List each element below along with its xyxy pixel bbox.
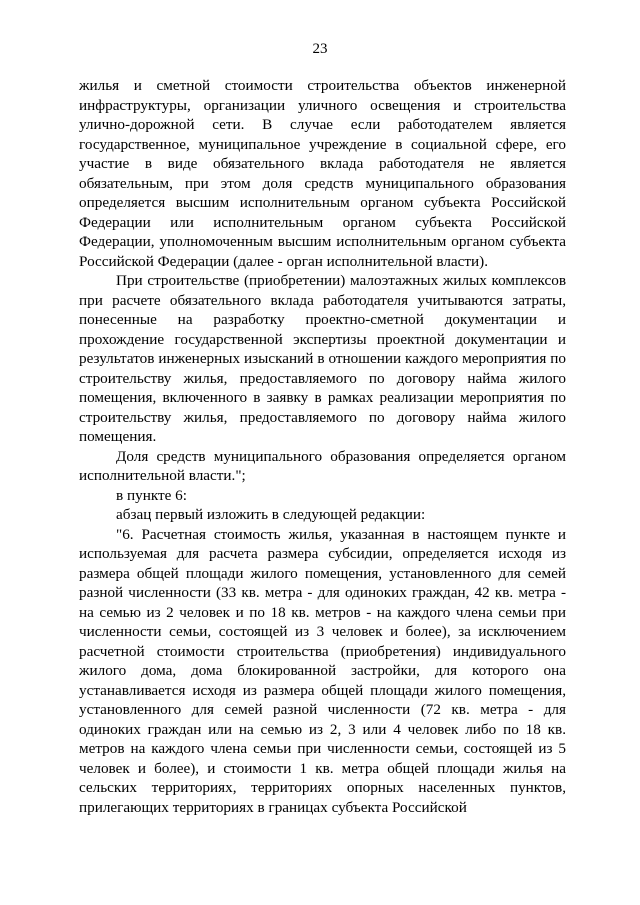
page-number: 23 bbox=[312, 41, 328, 57]
document-body bbox=[79, 76, 566, 817]
paragraph-low-rise-complexes: При строительстве (приобретении) малоэтажных жилых комплексов при расчете обязательного вклада работодателя учитываются затраты, понесенные на разработку проектно-сметной документации и прохождение государственной экспертизы проектной документации и результатов инженерных изысканий в отношении каждого мероприятия по строительству жилья, предоставляемого по договору найма жилого помещения, включенного в заявку в рамках реализации мероприятия по строительству жилья, предоставляемого по договору найма жилого помещения. bbox=[79, 272, 566, 445]
paragraph-continuation: жилья и сметной стоимости строительства объектов инженерной инфраструктуры, организации уличного освещения и строительства улично-дорожной сети. В случае если работодателем является государственное, муниципальное учреждение в социальной сфере, его участие в виде обязательного вклада работодателя не является обязательным, при этом доля средств муниципального образования определяется высшим исполнительным органом субъекта Российской Федерации или исполнительным органом субъекта Российской Федерации, уполномоченным высшим исполнительным органом субъекта Российской Федерации (далее - орган исполнительной власти). bbox=[79, 77, 566, 270]
paragraph-point-6-text: "6. Расчетная стоимость жилья, указанная в настоящем пункте и используемая для расчета размера субсидии, определяется исходя из размера общей площади жилого помещения, установленного для семей разной численности (33 кв. метра - для одиноких граждан, 42 кв. метра - на семью из 2 человек и по 18 кв. метров - на каждого члена семьи при численности семьи, состоящей из 3 человек и более), за исключением расчетной стоимости строительства (приобретения) индивидуального жилого дома, дома блокированной застройки, для которого она устанавливается исходя из размера общей площади жилого помещения, установленного для семей разной численности (72 кв. метра - для одиноких граждан или на семью из 2, 3 или 4 человек либо по 18 кв. метров на каждого члена семьи при численности семьи, состоящей из 5 человек и более), и стоимости 1 кв. метра общей площади жилья на сельских территориях, территориях опорных населенных пунктов, прилегающих территориях в границах субъекта Российской bbox=[79, 525, 566, 816]
paragraph-first-abzac: абзац первый изложить в следующей редакции: bbox=[116, 506, 426, 523]
paragraph-in-point-6: в пункте 6: bbox=[116, 486, 187, 504]
paragraph-municipal-share: Доля средств муниципального образования определяется органом исполнительной власти."; bbox=[79, 447, 566, 484]
